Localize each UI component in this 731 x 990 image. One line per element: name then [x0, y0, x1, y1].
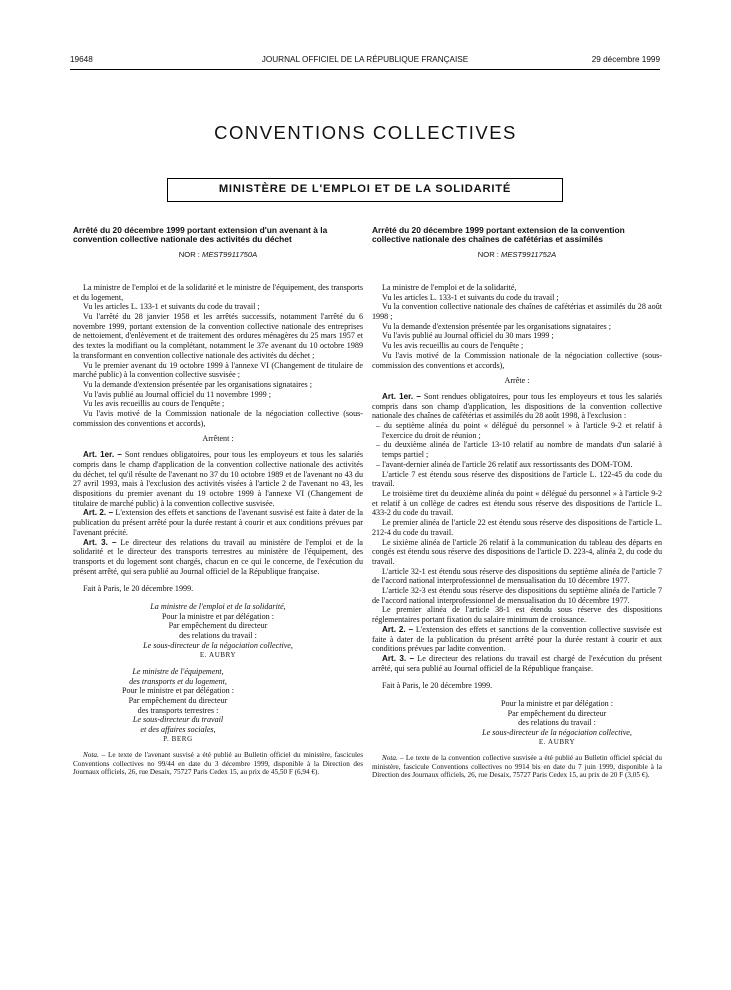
- left-art2-text: L'extension des effets et sanctions de l'avenant susvisé est faite à dater de la publication du présent arrêté pour la durée restant à courir et aux conditions prévues par l'avenant précité.: [73, 508, 363, 537]
- right-para: Le troisième tiret du deuxième alinéa du point « délégué du personnel » à l'article 9-2 et relatif à un collège de cadres est étendu sous réserve des dispositions de l'article L. 433-2 du code du travail.: [372, 488, 662, 518]
- right-art3-text: Le directeur des relations du travail est chargé de l'exécution du présent arrêté, qui sera publié au Journal officiel de la République française.: [372, 653, 662, 673]
- rsig-name: E. AUBRY: [538, 737, 576, 746]
- right-visa: Vu les avis recueillis au cours de l'enquête ;: [382, 341, 524, 351]
- left-visa: Vu l'avis publié au Journal officiel du 11 novembre 1999 ;: [83, 389, 271, 399]
- right-para: Le premier alinéa de l'article 22 est étendu sous réserve des dispositions de l'article L. 212-4 du code du travail.: [372, 518, 662, 537]
- right-exclusion: – l'avant-dernier alinéa de l'article 26 relatif aux ressortissants des DOM-TOM.: [376, 459, 633, 469]
- sig2-line2: Par empêchement du directeur: [128, 696, 228, 706]
- right-column: [372, 226, 662, 780]
- left-art1-text: Sont rendues obligatoires, pour tous les employeurs et tous les salariés compris dans le champ d'application de la convention collective nationale des activités du déchet, tel qu'il résulte de l'avenant no 37 du 10 octobre 1989 et de l'avenant no 43 du 27 avril 1993, mais à l'exclusion des activités visées à l'article 2 de l'avenant no 43, les dispositions du premier avenant du 19 octobre 1999 à l'annexe VI (Changement de titulaire de marché public) à la convention collective susvisée.: [73, 450, 363, 508]
- right-nor-code: MEST9911752A: [501, 249, 557, 259]
- left-nota-text: – Le texte de l'avenant susvisé a été publié au Bulletin officiel du ministère, fascicules Conventions collectives no 99/44 en date du 3 décembre 1999, disponible à la Direction des Journaux officiels, 26, rue Desaix, 75727 Paris Cedex 15, au prix de 45,50 F (6,94 €).: [73, 751, 363, 777]
- left-visa: Vu les articles L. 133-1 et suivants du code du travail ;: [83, 302, 260, 312]
- sig2-name: P. BERG: [163, 734, 193, 743]
- left-visa: Vu la demande d'extension présentée par les organisations signataires ;: [83, 379, 312, 389]
- right-art2-label: Art. 2. –: [382, 624, 414, 634]
- section-title: CONVENTIONS COLLECTIVES: [214, 122, 517, 143]
- right-article-2: [372, 625, 662, 654]
- sig1-line2: Par empêchement du directeur: [168, 621, 268, 631]
- right-art2-text: L'extension des effets et sanctions de la convention collective susvisée est faite à dater de la publication du présent arrêté pour la durée restant à courir et aux conditions prévues par ladite convention.: [372, 624, 662, 654]
- right-fait: Fait à Paris, le 20 décembre 1999.: [382, 681, 493, 691]
- rsig-line3: des relations du travail :: [518, 718, 596, 728]
- right-para: L'article 32-1 est étendu sous réserve des dispositions du septième alinéa de l'article 7 de l'accord national interprofessionnel de mensualisation du 10 décembre 1977.: [372, 566, 662, 586]
- right-visa: Vu la convention collective nationale des chaînes de cafétérias et assimilés du 28 août 1998 ;: [372, 302, 662, 322]
- right-nota: [372, 754, 662, 779]
- sig2-line1: Pour le ministre et par délégation :: [122, 686, 234, 696]
- sig1-role: La ministre de l'emploi et de la solidarité,: [150, 602, 286, 612]
- right-para: Le premier alinéa de l'article 38-1 est étendu sous réserve des dispositions réglementaires portant fixation du salaire minimum de croissance.: [372, 605, 662, 625]
- journal-title: JOURNAL OFFICIEL DE LA RÉPUBLIQUE FRANÇAISE: [261, 55, 469, 64]
- left-visa: Vu le premier avenant du 19 octobre 1999 à l'annexe VI (Changement de titulaire de marché public) à la convention collective susvisée ;: [73, 360, 363, 380]
- page-number: 19648: [70, 55, 93, 64]
- right-visa: Vu les articles L. 133-1 et suivants du code du travail ;: [382, 292, 559, 302]
- left-art1-label: Art. 1er. –: [83, 450, 122, 460]
- right-visa: Vu l'avis motivé de la Commission nationale de la négociation collective (sous-commission des conventions et accords),: [372, 350, 662, 370]
- left-nota: [73, 751, 363, 776]
- sig1-name: E. AUBRY: [199, 650, 237, 659]
- right-nor-label: NOR :: [477, 249, 499, 259]
- right-art3-label: Art. 3. –: [382, 653, 415, 663]
- rsig-line2: Par empêchement du directeur: [507, 708, 607, 718]
- right-nota-label: Nota.: [382, 754, 398, 763]
- right-art1-label: Art. 1er. –: [382, 391, 421, 401]
- sig2-role1: Le ministre de l'équipement,: [132, 666, 224, 676]
- left-art3-label: Art. 3. –: [83, 537, 117, 547]
- right-article-1: [372, 392, 662, 421]
- right-visa: Vu la demande d'extension présentée par les organisations signataires ;: [382, 321, 611, 331]
- left-art2-label: Art. 2. –: [83, 508, 114, 518]
- right-para: Le sixième alinéa de l'article 26 relatif à la communication du tableau des départs en congés est étendu sous réserve des dispositions de l'article D. 223-4, alinéa 2, du code du travail.: [372, 537, 662, 566]
- right-visa: Vu l'avis publié au Journal officiel du 30 mars 1999 ;: [382, 331, 554, 341]
- left-nor: [73, 250, 363, 259]
- left-nota-label: Nota.: [83, 751, 99, 760]
- sig2-line4: Le sous-directeur du travail: [132, 715, 224, 725]
- left-nor-code: MEST9911750A: [202, 249, 258, 259]
- left-intro: La ministre de l'emploi et de la solidarité et le ministre de l'équipement, des transports et du logement,: [73, 282, 363, 302]
- right-nor: [372, 250, 662, 259]
- sig2-line5: et des affaires sociales,: [140, 725, 216, 735]
- right-arrete-title: Arrêté du 20 décembre 1999 portant extension de la convention collective nationale des chaînes de cafétérias et assimilés: [372, 225, 625, 245]
- left-article-3: [73, 538, 363, 577]
- left-article-1: [73, 450, 363, 508]
- right-arrete: Arrête :: [504, 376, 530, 386]
- left-visa: Vu l'arrêté du 28 janvier 1958 et les arrêtés successifs, notamment l'arrêté du 6 novembre 1999, portant extension de la convention collective nationale des entreprises de nettoiement, d'enlèvement et de traitement des ordures ménagères du 25 mars 1957 et des textes la modifiant ou la complétant, notamment le 37e avenant du 10 octobre 1989 la transformant en convention collective nationale des activités du déchet ;: [73, 312, 363, 360]
- right-art1-text: Sont rendues obligatoires, pour tous les employeurs et tous les salariés compris dans son champ d'application, les dispositions de la convention collective nationale des chaînes de cafétérias et assimilés du 28 août 1998, à l'exclusion :: [372, 391, 662, 421]
- sig1-line4: Le sous-directeur de la négociation collective,: [143, 640, 293, 650]
- rsig-line4: Le sous-directeur de la négociation collective,: [482, 728, 632, 738]
- left-visa: Vu les avis recueillis au cours de l'enquête ;: [83, 399, 225, 409]
- sig1-line1: Pour la ministre et par délégation :: [162, 611, 274, 621]
- left-signature-2: [73, 667, 283, 743]
- ministry-banner: MINISTÈRE DE L'EMPLOI ET DE LA SOLIDARITÉ: [167, 178, 563, 202]
- right-exclusion: – du deuxième alinéa de l'article 13-10 relatif au nombre de mandats d'un salarié à temps partiel ;: [376, 440, 662, 460]
- left-visa: Vu l'avis motivé de la Commission nationale de la négociation collective (sous-commission des conventions et accords),: [73, 409, 363, 428]
- right-para: L'article 32-3 est étendu sous réserve des dispositions du septième alinéa de l'article 7 de l'accord national interprofessionnel de mensualisation du 10 décembre 1977.: [372, 586, 662, 605]
- left-nor-label: NOR :: [178, 249, 200, 259]
- right-para: L'article 7 est étendu sous réserve des dispositions de l'article L. 122-45 du code du travail.: [372, 469, 662, 489]
- left-signature-1: [73, 602, 363, 659]
- right-intro: La ministre de l'emploi et de la solidarité,: [382, 282, 517, 292]
- sig1-line3: des relations du travail :: [179, 631, 257, 641]
- header-rule: [70, 69, 660, 70]
- page-header: [70, 55, 660, 69]
- right-article-3: [372, 654, 662, 673]
- sig2-line3: des transports terrestres :: [137, 705, 219, 715]
- left-arrete-title: Arrêté du 20 décembre 1999 portant extension d'un avenant à la convention collective nationale des activités du déchet: [73, 225, 328, 245]
- left-arretent: Arrêtent :: [202, 434, 234, 444]
- right-nota-text: – Le texte de la convention collective susvisée a été publié au Bulletin officiel spécial du ministère, fascicule Conventions collectives no 9914 bis en date du 7 juin 1999, disponible à la Direction des Journaux officiels, 26, rue Desaix, 75727 Paris Cedex 15, au prix de 20 F (3,05 €).: [372, 754, 663, 780]
- sig2-role2: des transports et du logement,: [129, 676, 227, 686]
- left-fait: Fait à Paris, le 20 décembre 1999.: [83, 584, 194, 594]
- left-column: [73, 226, 363, 777]
- right-exclusion: – du septième alinéa du point « délégué du personnel » à l'article 9-2 et relatif à l'exercice du droit de réunion ;: [376, 421, 662, 440]
- left-art3-text: Le directeur des relations du travail au ministère de l'emploi et de la solidarité et le directeur des transports terrestres au ministère de l'équipement, des transports et du logement sont chargés, chacun en ce qui le concerne, de l'exécution du présent arrêté, qui sera publié au Journal officiel de la République française.: [73, 537, 363, 576]
- left-article-2: [73, 508, 363, 537]
- right-signature: [452, 699, 662, 746]
- issue-date: 29 décembre 1999: [591, 55, 660, 64]
- rsig-line1: Pour la ministre et par délégation :: [501, 699, 613, 709]
